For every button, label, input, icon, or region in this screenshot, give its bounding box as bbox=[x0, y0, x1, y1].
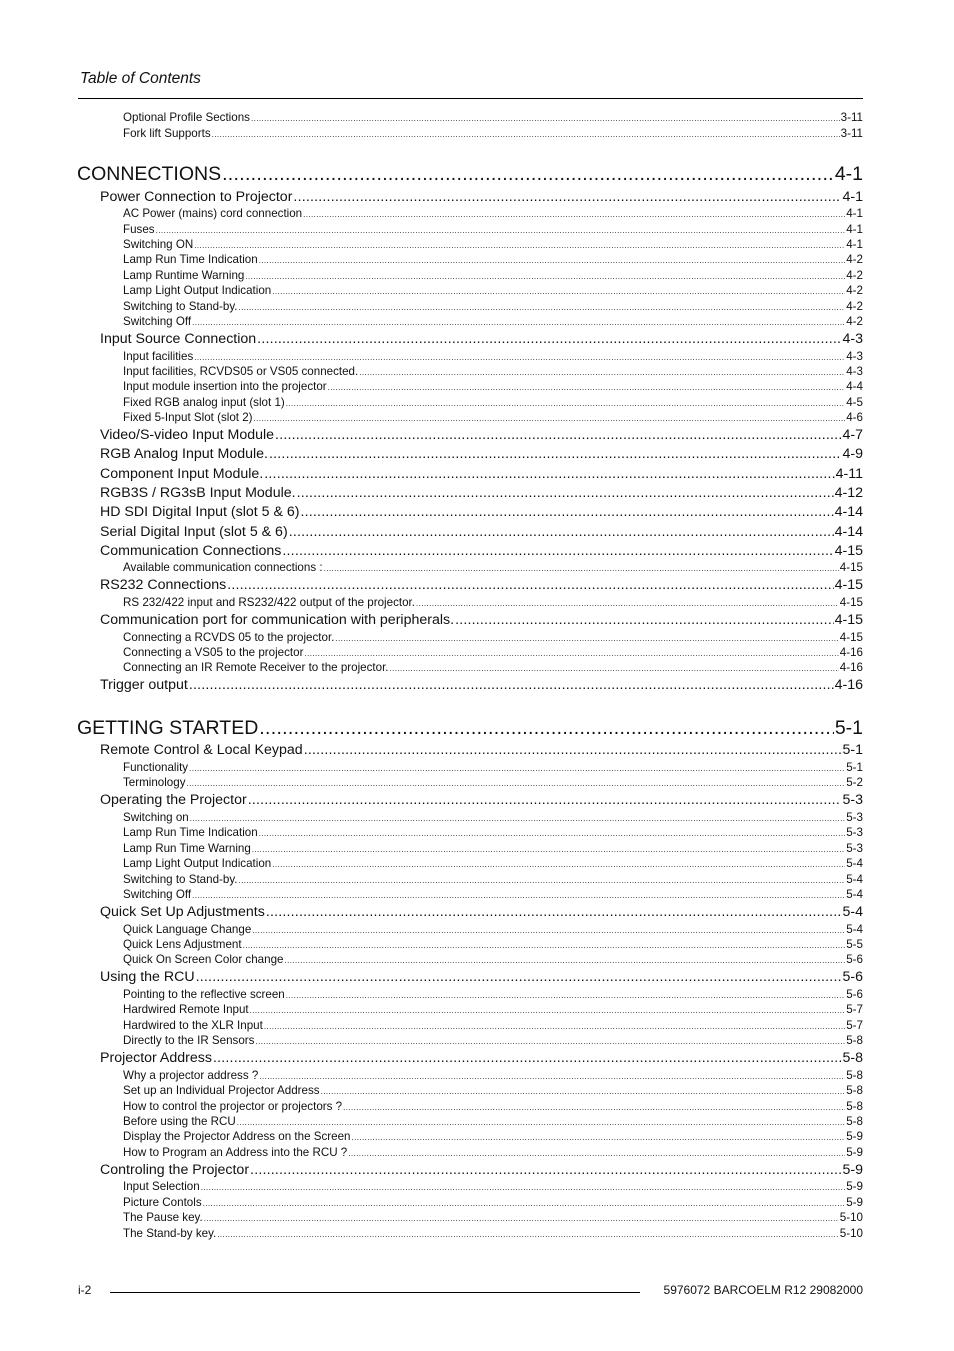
toc-entry-title: Optional Profile Sections bbox=[123, 111, 250, 124]
toc-entry-level-3[interactable] bbox=[123, 300, 863, 315]
toc-dot-leader bbox=[272, 287, 845, 296]
toc-dot-leader bbox=[189, 764, 845, 773]
toc-entry-level-3[interactable] bbox=[123, 661, 863, 676]
toc-entry-title: Operating the Projector bbox=[100, 792, 247, 808]
toc-entry-page: 4-16 bbox=[839, 661, 863, 674]
toc-dot-leader bbox=[264, 466, 834, 482]
toc-entry-title: Quick Lens Adjustment bbox=[123, 938, 242, 951]
toc-entry-page: 4-1 bbox=[846, 223, 863, 236]
toc-entry-title: Quick Language Change bbox=[123, 923, 252, 936]
toc-entry-level-2[interactable] bbox=[100, 189, 863, 208]
toc-dot-leader bbox=[250, 1006, 846, 1015]
toc-entry-level-3[interactable] bbox=[123, 842, 863, 857]
toc-entry-level-3[interactable] bbox=[123, 284, 863, 299]
toc-entry-level-2[interactable] bbox=[100, 485, 863, 504]
toc-entry-page: 5-4 bbox=[846, 888, 863, 901]
toc-dot-leader bbox=[275, 427, 841, 443]
toc-entry-level-2[interactable] bbox=[100, 577, 863, 596]
toc-entry-level-3[interactable] bbox=[123, 811, 863, 826]
toc-entry-title: How to control the projector or projectors ? bbox=[123, 1100, 343, 1113]
toc-entry-title: AC Power (mains) cord connection bbox=[123, 207, 303, 220]
toc-entry-title: The Pause key. bbox=[123, 1211, 203, 1224]
toc-entry-page: 4-2 bbox=[846, 315, 863, 328]
footer-rule bbox=[110, 1292, 640, 1293]
toc-entry-level-2[interactable] bbox=[100, 742, 863, 761]
toc-entry-page: 4-14 bbox=[834, 504, 863, 520]
toc-dot-leader bbox=[187, 779, 846, 788]
toc-entry-level-3[interactable] bbox=[123, 1211, 863, 1226]
toc-entry-page: 4-5 bbox=[846, 396, 863, 409]
toc-dot-leader bbox=[455, 612, 834, 628]
toc-dot-leader bbox=[203, 1199, 846, 1208]
toc-dot-leader bbox=[237, 1118, 845, 1127]
footer-page-number: i-2 bbox=[78, 1283, 92, 1297]
toc-dot-leader bbox=[286, 399, 845, 408]
toc-entry-title: GETTING STARTED bbox=[77, 717, 259, 739]
toc-dot-leader bbox=[251, 114, 840, 123]
toc-entry-level-2[interactable] bbox=[100, 331, 863, 350]
toc-dot-leader bbox=[282, 543, 833, 559]
toc-entry-page: 4-16 bbox=[839, 646, 863, 659]
toc-entry-level-3[interactable] bbox=[123, 646, 863, 661]
toc-entry-title: Lamp Runtime Warning bbox=[123, 269, 245, 282]
toc-entry-title: RS232 Connections bbox=[100, 577, 227, 593]
toc-entry-page: 5-3 bbox=[846, 826, 863, 839]
toc-entry-page: 4-12 bbox=[834, 485, 863, 501]
toc-dot-leader bbox=[359, 368, 845, 377]
toc-dot-leader bbox=[248, 792, 842, 808]
toc-entry-page: 4-7 bbox=[842, 427, 863, 443]
toc-entry-page: 4-2 bbox=[846, 253, 863, 266]
toc-entry-level-3[interactable] bbox=[123, 776, 863, 791]
toc-entry-page: 4-3 bbox=[846, 365, 863, 378]
toc-entry-level-2[interactable] bbox=[100, 969, 863, 988]
toc-entry-page: 5-10 bbox=[839, 1227, 863, 1240]
toc-entry-title: The Stand-by key. bbox=[123, 1227, 217, 1240]
toc-entry-title: Switching ON bbox=[123, 238, 194, 251]
toc-entry-level-3[interactable] bbox=[123, 315, 863, 330]
toc-entry-level-3[interactable] bbox=[123, 1019, 863, 1034]
toc-entry-level-2[interactable] bbox=[100, 466, 863, 485]
toc-dot-leader bbox=[252, 926, 845, 935]
toc-entry-page: 5-1 bbox=[846, 761, 863, 774]
toc-entry-title: CONNECTIONS bbox=[77, 163, 222, 185]
toc-dot-leader bbox=[212, 130, 840, 139]
toc-entry-page: 4-2 bbox=[846, 269, 863, 282]
toc-dot-leader bbox=[217, 1230, 839, 1239]
toc-entry-title: Quick On Screen Color change bbox=[123, 953, 284, 966]
toc-dot-leader bbox=[352, 1133, 846, 1142]
toc-entry-level-3[interactable] bbox=[123, 1130, 863, 1145]
toc-entry-level-2[interactable] bbox=[100, 1162, 863, 1181]
toc-dot-leader bbox=[416, 599, 839, 608]
toc-entry-title: Display the Projector Address on the Screen bbox=[123, 1130, 351, 1143]
toc-entry-level-3[interactable] bbox=[123, 1084, 863, 1099]
toc-entry-title: Fork lift Supports bbox=[123, 127, 211, 140]
toc-entry-page: 4-15 bbox=[839, 631, 863, 644]
toc-entry-page: 4-1 bbox=[846, 207, 863, 220]
toc-dot-leader bbox=[239, 303, 846, 312]
toc-entry-title: Serial Digital Input (slot 5 & 6) bbox=[100, 524, 288, 540]
toc-entry-level-2[interactable] bbox=[100, 904, 863, 923]
toc-entry-title: Using the RCU bbox=[100, 969, 195, 985]
toc-entry-level-3[interactable] bbox=[123, 365, 863, 380]
page-header-title: Table of Contents bbox=[80, 70, 201, 87]
toc-dot-leader bbox=[259, 256, 846, 265]
toc-entry-title: Video/S-video Input Module bbox=[100, 427, 275, 443]
toc-dot-leader bbox=[300, 504, 833, 520]
toc-entry-title: How to Program an Address into the RCU ? bbox=[123, 1146, 348, 1159]
toc-entry-title: Lamp Run Time Indication bbox=[123, 826, 258, 839]
toc-dot-leader bbox=[266, 904, 842, 920]
toc-entry-level-3[interactable] bbox=[123, 561, 863, 576]
toc-dot-leader bbox=[303, 210, 845, 219]
toc-entry-page: 5-7 bbox=[846, 1019, 863, 1032]
toc-entry-title: Switching on bbox=[123, 811, 189, 824]
toc-entry-level-3[interactable] bbox=[123, 1146, 863, 1161]
toc-dot-leader bbox=[321, 1087, 846, 1096]
toc-entry-level-3[interactable] bbox=[123, 1003, 863, 1018]
toc-entry-level-3[interactable] bbox=[123, 938, 863, 953]
toc-dot-leader bbox=[328, 383, 846, 392]
toc-entry-level-3[interactable] bbox=[123, 761, 863, 776]
toc-dot-leader bbox=[243, 941, 846, 950]
toc-dot-leader bbox=[264, 1022, 845, 1031]
toc-dot-leader bbox=[190, 814, 845, 823]
toc-entry-level-3[interactable] bbox=[123, 923, 863, 938]
toc-entry-level-3[interactable] bbox=[123, 873, 863, 888]
toc-entry-level-3[interactable] bbox=[123, 1196, 863, 1211]
toc-entry-page: 4-11 bbox=[835, 466, 863, 482]
toc-entry-page: 5-4 bbox=[846, 857, 863, 870]
toc-dot-leader bbox=[255, 1037, 845, 1046]
toc-entry-page: 4-14 bbox=[834, 524, 863, 540]
toc-dot-leader bbox=[196, 969, 842, 985]
toc-entry-page: 5-10 bbox=[839, 1211, 863, 1224]
toc-dot-leader bbox=[194, 353, 845, 362]
toc-entry-page: 5-8 bbox=[846, 1069, 863, 1082]
toc-entry-title: Communication Connections bbox=[100, 543, 282, 559]
toc-entry-level-2[interactable] bbox=[100, 612, 863, 631]
toc-entry-title: Before using the RCU bbox=[123, 1115, 236, 1128]
toc-entry-title: Input facilities, RCVDS05 or VS05 connected. bbox=[123, 365, 359, 378]
toc-entry-level-3[interactable] bbox=[123, 207, 863, 222]
toc-entry-level-2[interactable] bbox=[100, 427, 863, 446]
toc-entry-title: Projector Address bbox=[100, 1050, 212, 1066]
toc-entry-page: 5-1 bbox=[834, 717, 863, 739]
toc-entry-title: Communication port for communication with peripherals. bbox=[100, 612, 455, 628]
toc-entry-title: Set up an Individual Projector Address bbox=[123, 1084, 320, 1097]
toc-entry-level-2[interactable] bbox=[100, 1050, 863, 1069]
toc-entry-page: 5-3 bbox=[846, 811, 863, 824]
toc-dot-leader bbox=[348, 1149, 845, 1158]
toc-entry-title: RGB3S / RG3sB Input Module. bbox=[100, 485, 296, 501]
toc-entry-title: Directly to the IR Sensors bbox=[123, 1034, 255, 1047]
toc-entry-page: 5-8 bbox=[846, 1034, 863, 1047]
toc-entry-title: Switching to Stand-by. bbox=[123, 873, 238, 886]
toc-entry-title: Terminology bbox=[123, 776, 186, 789]
footer-document-id: 5976072 BARCOELM R12 29082000 bbox=[663, 1283, 863, 1297]
toc-entry-title: RGB Analog Input Module. bbox=[100, 446, 268, 462]
toc-entry-page: 5-7 bbox=[846, 1003, 863, 1016]
toc-dot-leader bbox=[284, 956, 845, 965]
toc-entry-title: Functionality bbox=[123, 761, 189, 774]
toc-entry-title: RS 232/422 input and RS232/422 output of the projector. bbox=[123, 596, 415, 609]
toc-entry-title: Switching Off bbox=[123, 888, 192, 901]
toc-entry-title: HD SDI Digital Input (slot 5 & 6) bbox=[100, 504, 300, 520]
toc-entry-level-3[interactable] bbox=[123, 988, 863, 1003]
toc-entry-page: 3-11 bbox=[840, 111, 863, 124]
toc-entry-title: Input Selection bbox=[123, 1180, 200, 1193]
toc-entry-page: 5-1 bbox=[842, 742, 863, 758]
toc-entry-level-3[interactable] bbox=[123, 1034, 863, 1049]
toc-entry-page: 5-9 bbox=[846, 1180, 863, 1193]
toc-entry-level-3[interactable] bbox=[123, 127, 863, 142]
toc-entry-page: 5-4 bbox=[846, 923, 863, 936]
toc-entry-title: Switching to Stand-by. bbox=[123, 300, 238, 313]
toc-dot-leader bbox=[304, 649, 838, 658]
toc-entry-title: Fuses bbox=[123, 223, 155, 236]
toc-dot-leader bbox=[269, 446, 841, 462]
toc-entry-title: Available communication connections : bbox=[123, 561, 323, 574]
toc-entry-page: 4-16 bbox=[834, 677, 863, 693]
toc-entry-title: Remote Control & Local Keypad bbox=[100, 742, 303, 758]
toc-entry-title: Lamp Light Output Indication bbox=[123, 857, 272, 870]
toc-entry-page: 5-4 bbox=[842, 904, 863, 920]
toc-entry-level-3[interactable] bbox=[123, 631, 863, 646]
toc-entry-level-3[interactable] bbox=[123, 1227, 863, 1242]
toc-entry-page: 5-3 bbox=[846, 842, 863, 855]
toc-entry-page: 4-2 bbox=[846, 300, 863, 313]
toc-entry-title: Connecting a RCVDS 05 to the projector. bbox=[123, 631, 335, 644]
toc-entry-level-3[interactable] bbox=[123, 380, 863, 395]
toc-entry-level-3[interactable] bbox=[123, 1180, 863, 1195]
toc-entry-title: Switching Off bbox=[123, 315, 192, 328]
toc-entry-page: 5-6 bbox=[842, 969, 863, 985]
toc-entry-level-3[interactable] bbox=[123, 953, 863, 968]
toc-entry-page: 4-15 bbox=[839, 596, 863, 609]
toc-entry-page: 5-9 bbox=[842, 1162, 863, 1178]
toc-entry-title: Trigger output bbox=[100, 677, 188, 693]
toc-entry-page: 5-3 bbox=[842, 792, 863, 808]
toc-entry-level-3[interactable] bbox=[123, 111, 863, 126]
toc-dot-leader bbox=[156, 226, 846, 235]
toc-entry-page: 4-3 bbox=[842, 331, 863, 347]
toc-entry-title: Hardwired Remote Input bbox=[123, 1003, 249, 1016]
toc-dot-leader bbox=[343, 1103, 845, 1112]
toc-entry-title: Quick Set Up Adjustments bbox=[100, 904, 265, 920]
toc-entry-level-2[interactable] bbox=[100, 677, 863, 696]
toc-entry-title: Picture Contols bbox=[123, 1196, 202, 1209]
toc-entry-page: 4-9 bbox=[842, 446, 863, 462]
toc-entry-page: 4-15 bbox=[834, 543, 863, 559]
toc-dot-leader bbox=[192, 891, 845, 900]
toc-entry-title: Input facilities bbox=[123, 350, 194, 363]
toc-entry-page: 4-1 bbox=[842, 189, 863, 205]
toc-dot-leader bbox=[204, 1214, 839, 1223]
toc-entry-level-3[interactable] bbox=[123, 411, 863, 426]
toc-entry-title: Controling the Projector bbox=[100, 1162, 250, 1178]
toc-dot-leader bbox=[257, 331, 841, 347]
toc-entry-page: 5-8 bbox=[846, 1115, 863, 1128]
toc-entry-page: 5-9 bbox=[846, 1146, 863, 1159]
toc-entry-title: Fixed 5-Input Slot (slot 2) bbox=[123, 411, 253, 424]
toc-dot-leader bbox=[239, 876, 846, 885]
toc-entry-page: 4-15 bbox=[834, 612, 863, 628]
toc-dot-leader bbox=[254, 414, 846, 423]
toc-entry-page: 5-4 bbox=[846, 873, 863, 886]
toc-entry-level-2[interactable] bbox=[100, 524, 863, 543]
toc-entry-title: Connecting a VS05 to the projector bbox=[123, 646, 304, 659]
toc-dot-leader bbox=[390, 664, 839, 673]
toc-entry-title: Input module insertion into the projector bbox=[123, 380, 327, 393]
toc-dot-leader bbox=[259, 717, 834, 740]
toc-entry-title: Pointing to the reflective screen bbox=[123, 988, 285, 1001]
toc-entry-level-3[interactable] bbox=[123, 596, 863, 611]
toc-entry-page: 4-3 bbox=[846, 350, 863, 363]
toc-dot-leader bbox=[259, 829, 846, 838]
toc-dot-leader bbox=[192, 318, 845, 327]
toc-entry-level-3[interactable] bbox=[123, 396, 863, 411]
toc-entry-level-3[interactable] bbox=[123, 253, 863, 268]
toc-dot-leader bbox=[324, 564, 839, 573]
toc-dot-leader bbox=[297, 485, 834, 501]
toc-entry-page: 4-4 bbox=[846, 380, 863, 393]
toc-dot-leader bbox=[272, 860, 845, 869]
toc-dot-leader bbox=[286, 991, 845, 1000]
toc-entry-title: Lamp Light Output Indication bbox=[123, 284, 272, 297]
toc-entry-page: 4-1 bbox=[834, 163, 863, 185]
toc-entry-page: 4-15 bbox=[834, 577, 863, 593]
toc-entry-level-2[interactable] bbox=[100, 446, 863, 465]
toc-entry-page: 4-2 bbox=[846, 284, 863, 297]
toc-entry-level-2[interactable] bbox=[100, 543, 863, 562]
toc-entry-title: Lamp Run Time Warning bbox=[123, 842, 251, 855]
toc-entry-level-3[interactable] bbox=[123, 1069, 863, 1084]
toc-entry-title: Why a projector address ? bbox=[123, 1069, 259, 1082]
toc-dot-leader bbox=[259, 1072, 845, 1081]
toc-entry-page: 5-9 bbox=[846, 1130, 863, 1143]
toc-entry-level-2[interactable] bbox=[100, 792, 863, 811]
toc-entry-page: 4-15 bbox=[839, 561, 863, 574]
toc-entry-page: 5-6 bbox=[846, 953, 863, 966]
toc-entry-page: 3-11 bbox=[840, 127, 863, 140]
toc-dot-leader bbox=[335, 634, 838, 643]
toc-dot-leader bbox=[250, 1162, 841, 1178]
toc-entry-page: 5-8 bbox=[842, 1050, 863, 1066]
toc-entry-title: Component Input Module. bbox=[100, 466, 264, 482]
toc-entry-level-1[interactable] bbox=[77, 717, 863, 742]
toc-entry-page: 5-5 bbox=[846, 938, 863, 951]
toc-entry-title: Power Connection to Projector bbox=[100, 189, 293, 205]
toc-entry-title: Input Source Connection bbox=[100, 331, 257, 347]
toc-entry-page: 5-6 bbox=[846, 988, 863, 1001]
toc-entry-page: 4-6 bbox=[846, 411, 863, 424]
toc-entry-level-3[interactable] bbox=[123, 223, 863, 238]
toc-entry-page: 5-9 bbox=[846, 1196, 863, 1209]
toc-entry-level-3[interactable] bbox=[123, 1100, 863, 1115]
toc-entry-level-1[interactable] bbox=[77, 163, 863, 188]
toc-dot-leader bbox=[252, 845, 845, 854]
toc-entry-title: Fixed RGB analog input (slot 1) bbox=[123, 396, 285, 409]
toc-entry-level-3[interactable] bbox=[123, 857, 863, 872]
toc-entry-title: Lamp Run Time Indication bbox=[123, 253, 258, 266]
toc-entry-level-3[interactable] bbox=[123, 826, 863, 841]
toc-entry-title: Connecting an IR Remote Receiver to the projector. bbox=[123, 661, 389, 674]
toc-dot-leader bbox=[201, 1183, 846, 1192]
toc-entry-level-3[interactable] bbox=[123, 269, 863, 284]
toc-dot-leader bbox=[227, 577, 833, 593]
toc-entry-page: 4-1 bbox=[846, 238, 863, 251]
toc-dot-leader bbox=[222, 163, 834, 186]
toc-dot-leader bbox=[213, 1050, 842, 1066]
toc-dot-leader bbox=[289, 524, 834, 540]
toc-entry-page: 5-2 bbox=[846, 776, 863, 789]
toc-entry-title: Hardwired to the XLR Input bbox=[123, 1019, 263, 1032]
toc-dot-leader bbox=[194, 241, 845, 250]
toc-dot-leader bbox=[304, 742, 842, 758]
toc-entry-level-3[interactable] bbox=[123, 238, 863, 253]
toc-entry-page: 5-8 bbox=[846, 1100, 863, 1113]
toc-entry-page: 5-8 bbox=[846, 1084, 863, 1097]
toc-dot-leader bbox=[293, 189, 841, 205]
toc-entry-level-3[interactable] bbox=[123, 888, 863, 903]
toc-dot-leader bbox=[189, 677, 834, 693]
toc-entry-level-3[interactable] bbox=[123, 1115, 863, 1130]
toc-entry-level-2[interactable] bbox=[100, 504, 863, 523]
toc-entry-level-3[interactable] bbox=[123, 350, 863, 365]
toc-dot-leader bbox=[245, 272, 845, 281]
